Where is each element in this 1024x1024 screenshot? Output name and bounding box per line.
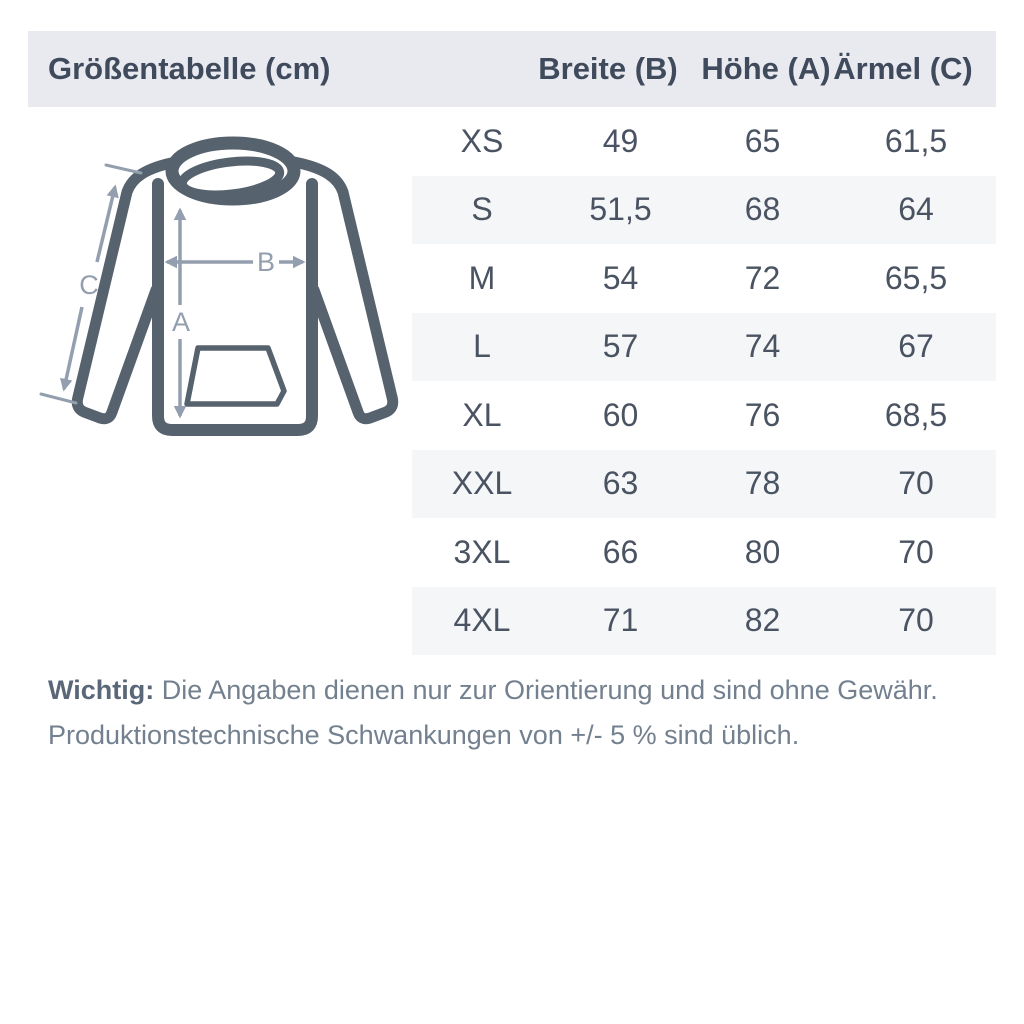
measurement-cell: 65	[744, 122, 781, 159]
column-header-hoehe: Höhe (A)	[701, 51, 831, 86]
table-row	[412, 313, 996, 382]
column-header-aermel: Ärmel (C)	[833, 51, 973, 86]
size-label-cell: XS	[460, 122, 504, 159]
dimension-label-c: C	[79, 270, 99, 300]
disclaimer-line-1	[48, 668, 938, 713]
size-label-cell: M	[468, 259, 496, 296]
disclaimer-line-2: Produktionstechnische Schwankungen von +/- 5 % sind üblich.	[48, 720, 800, 750]
size-label-cell: L	[473, 328, 491, 365]
table-row	[412, 381, 996, 450]
table-row	[412, 518, 996, 587]
hoodie-measurement-diagram	[30, 130, 410, 460]
measurement-cell: 54	[602, 259, 639, 296]
size-label-cell: XL	[462, 396, 502, 433]
page-title: Größentabelle (cm)	[48, 51, 331, 86]
measurement-cell: 63	[602, 465, 639, 502]
measurement-cell: 70	[898, 465, 934, 502]
table-row	[412, 244, 996, 313]
arrow-c-tick-bottom	[41, 394, 76, 403]
table-header-bar	[28, 31, 996, 107]
size-table	[412, 107, 996, 655]
measurement-cell: 65,5	[884, 259, 948, 296]
table-row	[412, 587, 996, 656]
measurement-cell: 82	[744, 602, 781, 639]
measurement-cell: 80	[744, 533, 781, 570]
disclaimer-line-1-text: Die Angaben dienen nur zur Orientierung und sind ohne Gewähr.	[154, 675, 938, 705]
measurement-cell: 68	[744, 191, 781, 228]
hoodie-pocket	[187, 348, 284, 404]
measurement-cell: 61,5	[884, 122, 948, 159]
measurement-cell: 74	[744, 328, 781, 365]
measurement-cell: 78	[744, 465, 781, 502]
table-row	[412, 107, 996, 176]
measurement-cell: 70	[898, 533, 934, 570]
size-label-cell: S	[471, 191, 493, 228]
measurement-cell: 68,5	[884, 396, 948, 433]
measurement-cell: 67	[898, 328, 934, 365]
dimension-label-a: A	[171, 307, 191, 337]
measurement-cell: 49	[602, 122, 639, 159]
measurement-cell: 76	[744, 396, 781, 433]
measurement-cell: 64	[898, 191, 934, 228]
dimension-label-b: B	[256, 247, 276, 277]
measurement-cell: 71	[602, 602, 639, 639]
measurement-cell: 60	[602, 396, 639, 433]
disclaimer-prefix: Wichtig:	[48, 675, 155, 705]
arrow-c-tick-top	[106, 165, 141, 173]
column-header-breite: Breite (B)	[538, 51, 678, 86]
size-label-cell: 3XL	[453, 533, 511, 570]
table-row	[412, 450, 996, 519]
size-label-cell: 4XL	[453, 602, 511, 639]
measurement-cell: 72	[744, 259, 781, 296]
measurement-cell: 57	[602, 328, 639, 365]
measurement-cell: 66	[602, 533, 639, 570]
size-label-cell: XXL	[451, 465, 513, 502]
table-row	[412, 176, 996, 245]
measurement-cell: 70	[898, 602, 934, 639]
disclaimer-note	[48, 668, 938, 758]
measurement-cell: 51,5	[589, 191, 652, 228]
